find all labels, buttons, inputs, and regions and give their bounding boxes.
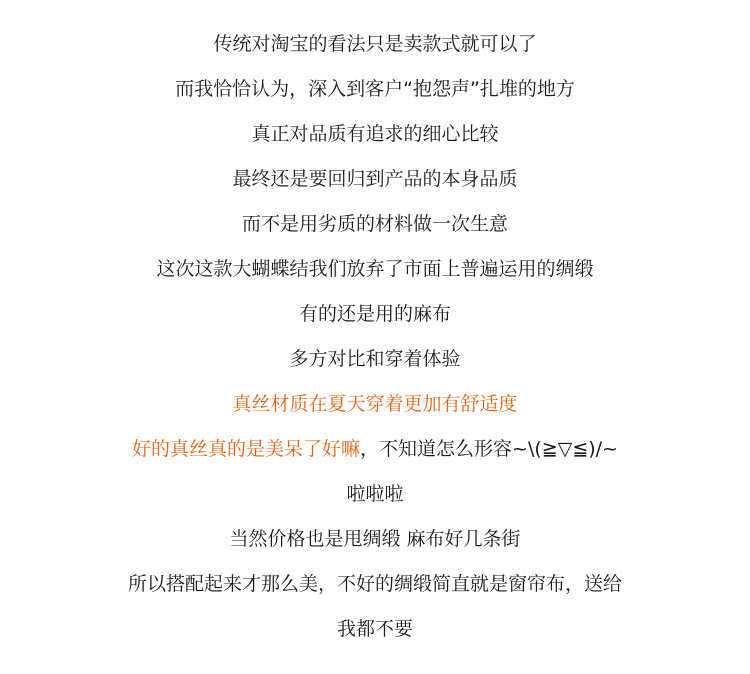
- text-line-6: 这次这款大蝴蝶结我们放弃了市面上普遍运用的绸缎: [156, 258, 594, 280]
- highlight-phrase-silk-beauty: 好的真丝真的是美呆了好嘛: [132, 438, 361, 460]
- text-line-8: 多方对比和穿着体验: [289, 348, 461, 370]
- text-line-10-rest: ，不知道怎么形容~\(≧▽≦)/~: [360, 438, 618, 460]
- text-line-7: 有的还是用的麻布: [298, 303, 451, 325]
- text-line-3: 真正对品质有追求的细心比较: [251, 123, 499, 145]
- text-line-12: 当然价格也是甩绸缎 麻布好几条街: [229, 528, 521, 550]
- text-line-10: [0, 427, 750, 472]
- text-line-11: 啦啦啦: [346, 483, 404, 505]
- highlight-line-silk-comfort: 真丝材质在夏天穿着更加有舒适度: [232, 393, 518, 415]
- text-line-4: 最终还是要回归到产品的本身品质: [232, 168, 518, 190]
- text-line-5: 而不是用劣质的材料做一次生意: [241, 213, 508, 235]
- text-line-13: 所以搭配起来才那么美，不好的绸缎简直就是窗帘布，送给: [127, 573, 622, 595]
- description-text: [0, 22, 750, 652]
- text-line-2: 而我恰恰认为，深入到客户“抱怨声”扎堆的地方: [175, 78, 575, 100]
- text-line-14: 我都不要: [336, 618, 413, 640]
- text-line-1: 传统对淘宝的看法只是卖款式就可以了: [213, 33, 537, 55]
